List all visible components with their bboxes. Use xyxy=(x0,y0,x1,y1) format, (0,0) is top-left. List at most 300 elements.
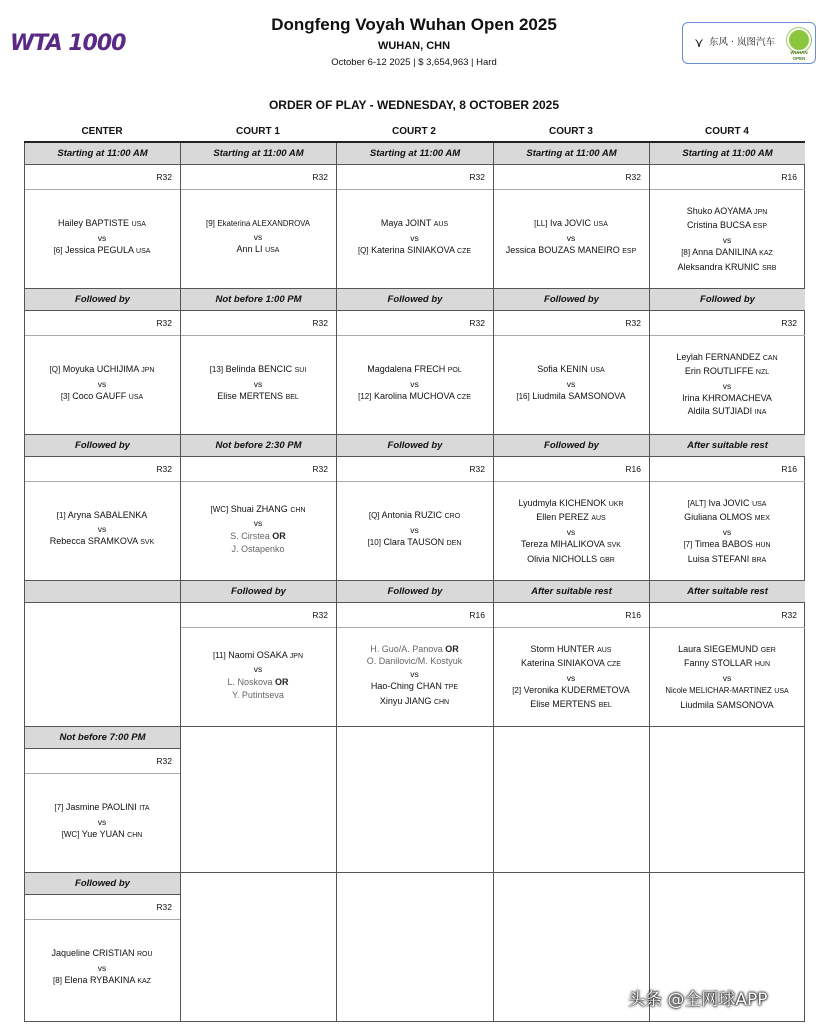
slot-header: Starting at 11:00 AM xyxy=(181,143,336,165)
seed-label: [13] xyxy=(209,365,224,375)
versus-label xyxy=(336,524,493,537)
nationality-code: ROU xyxy=(137,951,153,959)
slot-header: Starting at 11:00 AM xyxy=(650,143,805,165)
player-name: Elise MERTENS xyxy=(217,391,284,402)
vs-text: vs xyxy=(722,526,732,537)
nationality-code: CHN xyxy=(127,832,143,840)
player-name: Shuko AOYAMA xyxy=(686,205,752,216)
seed-label: [11] xyxy=(212,650,226,660)
player-line xyxy=(649,365,805,380)
tennis-ball-icon xyxy=(787,28,811,52)
seed-label: [8] xyxy=(53,976,62,986)
player-name: Irina KHROMACHEVA xyxy=(682,393,772,404)
player-name: Jaqueline CRISTIAN xyxy=(51,948,135,959)
player-name: Shuai ZHANG xyxy=(230,503,288,514)
player-line xyxy=(24,509,180,523)
round-label: R32 xyxy=(312,318,328,328)
player-name: Xinyu JIANG xyxy=(379,695,432,706)
nationality-code: BEL xyxy=(285,394,299,402)
player-name: Ekaterina ALEXANDROVA xyxy=(217,219,310,229)
wta-logo-text: WTA 1000 xyxy=(10,31,126,56)
seed-label: [ALT] xyxy=(687,498,707,508)
nationality-code: USA xyxy=(752,500,767,508)
player-name: Cristina BUCSA xyxy=(686,220,751,231)
nationality-code: GBR xyxy=(599,556,615,564)
seed-label: [1] xyxy=(56,511,66,521)
court-title: CENTER xyxy=(81,126,123,137)
player-line xyxy=(649,538,805,553)
player-name: Karolina MUCHOVA xyxy=(373,391,455,402)
player-name: O. Danilovic/M. Kostyuk xyxy=(366,656,463,667)
player-line xyxy=(180,676,336,689)
slot-header: After suitable rest xyxy=(650,435,805,457)
versus-label xyxy=(180,517,336,530)
nationality-code: SVK xyxy=(140,539,155,547)
nationality-code: BEL xyxy=(598,701,612,709)
nationality-code: GER xyxy=(760,646,776,654)
player-line xyxy=(336,680,493,695)
slot-header: After suitable rest xyxy=(650,581,805,603)
sponsor-logo xyxy=(682,22,816,64)
player-line xyxy=(649,261,805,276)
vs-text: vs xyxy=(566,232,576,243)
nationality-code: NZL xyxy=(755,369,770,377)
player-line xyxy=(180,217,336,231)
player-line xyxy=(493,538,649,553)
player-name: Sofia KENIN xyxy=(537,364,588,375)
slot-header xyxy=(25,581,180,603)
round-label: R32 xyxy=(156,902,172,912)
player-name: Moyuka UCHIJIMA xyxy=(62,364,139,375)
round-separator xyxy=(494,189,649,190)
player-name: Hao-Ching CHAN xyxy=(370,681,442,692)
versus-label xyxy=(649,234,805,247)
player-name: Luisa STEFANI xyxy=(687,553,750,564)
player-line xyxy=(336,655,493,668)
seed-label: [7] xyxy=(54,803,64,813)
match-block xyxy=(493,643,649,713)
versus-label xyxy=(24,523,180,536)
player-name: Giuliana OLMOS xyxy=(684,512,753,523)
player-name: Ellen PEREZ xyxy=(536,512,589,523)
nationality-code: POL xyxy=(447,367,462,375)
player-name: Coco GAUFF xyxy=(72,391,127,402)
nationality-code: MEX xyxy=(754,515,770,523)
seed-label: [9] xyxy=(205,219,215,229)
seed-label: [Q] xyxy=(357,246,369,256)
slot-header: Not before 2:30 PM xyxy=(181,435,336,457)
round-separator xyxy=(25,189,180,190)
versus-label xyxy=(649,526,805,539)
vs-text: vs xyxy=(410,232,419,243)
match-block xyxy=(24,509,180,550)
round-label: R32 xyxy=(156,464,172,474)
player-line xyxy=(493,497,649,512)
vs-text: vs xyxy=(253,231,263,242)
player-line xyxy=(180,649,336,664)
player-line xyxy=(336,643,493,656)
player-line xyxy=(649,246,805,261)
round-separator xyxy=(25,919,180,920)
player-name: Nicole MELICHAR-MARTINEZ xyxy=(665,686,772,696)
nationality-code: CHN xyxy=(433,698,450,706)
match-block xyxy=(649,351,805,420)
versus-label xyxy=(24,962,180,975)
player-name: Belinda BENCIC xyxy=(225,364,293,375)
versus-label xyxy=(493,526,649,539)
player-line xyxy=(180,530,336,543)
match-block xyxy=(180,217,336,258)
round-label: R32 xyxy=(625,318,641,328)
vs-text: vs xyxy=(410,378,419,389)
nationality-code: CRO xyxy=(444,513,461,521)
player-line xyxy=(180,363,336,378)
nationality-code: SVK xyxy=(606,542,621,550)
player-line xyxy=(649,553,805,568)
player-line xyxy=(649,219,805,234)
player-name: Elena RYBAKINA xyxy=(64,975,135,986)
vs-text: vs xyxy=(566,526,576,537)
round-separator xyxy=(181,189,336,190)
player-name: Anna DANILINA xyxy=(692,247,757,258)
nationality-code: CAN xyxy=(762,354,778,362)
sponsor-name: 东风 · 岚图汽车 xyxy=(709,37,776,48)
slot-header: Followed by xyxy=(337,289,493,311)
player-line xyxy=(649,392,805,405)
player-name: Erin ROUTLIFFE xyxy=(684,366,754,377)
round-label: R32 xyxy=(312,172,328,182)
seed-label: [LL] xyxy=(534,219,548,229)
versus-label xyxy=(336,378,493,391)
slot-header: Followed by xyxy=(494,289,649,311)
nationality-code: UKR xyxy=(608,500,624,508)
voyah-icon: ⋎ xyxy=(694,35,704,50)
nationality-code: USA xyxy=(131,221,146,229)
nationality-code: AUS xyxy=(591,515,606,523)
event-city: WUHAN, CHN xyxy=(377,40,451,52)
watermark: 头条 @全网球APP xyxy=(628,990,768,1010)
vs-text: vs xyxy=(410,668,419,679)
slot-header: Followed by xyxy=(337,581,493,603)
player-line xyxy=(649,205,805,220)
nationality-code: JPN xyxy=(141,367,155,375)
nationality-code: ITA xyxy=(139,805,150,813)
player-name: S. Cirstea xyxy=(230,530,270,541)
player-name: Aleksandra KRUNIC xyxy=(677,261,760,272)
player-name: Jessica BOUZAS MANEIRO xyxy=(505,245,620,256)
round-label: R32 xyxy=(469,318,485,328)
seed-label: [2] xyxy=(512,686,522,696)
player-name: Ann LI xyxy=(236,244,263,255)
nationality-code: CZE xyxy=(457,248,472,256)
order-of-play-title: ORDER OF PLAY - WEDNESDAY, 8 OCTOBER 2025 xyxy=(268,98,560,112)
schedule-grid xyxy=(24,141,805,1023)
nationality-code: HUN xyxy=(755,542,771,550)
round-separator xyxy=(337,627,493,628)
round-separator xyxy=(181,627,336,628)
round-separator xyxy=(181,481,336,482)
player-line xyxy=(24,244,180,259)
vs-text: vs xyxy=(97,232,107,243)
player-line xyxy=(493,511,649,526)
player-line xyxy=(649,657,805,672)
slot-header: Followed by xyxy=(25,289,180,311)
nationality-code: CZE xyxy=(456,394,471,402)
vs-text: vs xyxy=(97,523,107,534)
seed-label: [7] xyxy=(683,540,693,550)
round-label: R16 xyxy=(625,610,641,620)
or-label: OR xyxy=(445,643,459,654)
event-info: October 6-12 2025 | $ 3,654,963 | Hard xyxy=(331,57,497,68)
match-block xyxy=(649,643,805,712)
match-block xyxy=(336,509,493,551)
nationality-code: CZE xyxy=(606,661,621,669)
player-name: Aldila SUTJIADI xyxy=(687,405,753,416)
vs-text: vs xyxy=(253,518,263,529)
player-line xyxy=(24,390,180,405)
player-name: Aryna SABALENKA xyxy=(67,510,148,521)
round-label: R32 xyxy=(312,464,328,474)
round-label: R16 xyxy=(469,610,485,620)
nationality-code: HUN xyxy=(754,661,771,669)
player-name: Katerina SINIAKOVA xyxy=(371,245,455,256)
seed-label: [WC] xyxy=(210,504,229,514)
round-label: R32 xyxy=(156,756,172,766)
player-name: Olivia NICHOLLS xyxy=(527,553,598,564)
seed-label: [10] xyxy=(367,538,381,548)
versus-label xyxy=(24,816,180,829)
match-block xyxy=(493,363,649,404)
seed-label: [8] xyxy=(681,248,691,258)
player-line xyxy=(649,351,805,366)
versus-label xyxy=(493,232,649,245)
player-line xyxy=(649,643,805,658)
player-line xyxy=(336,509,493,524)
nationality-code: JPN xyxy=(754,208,768,216)
match-block xyxy=(493,217,649,259)
vs-text: vs xyxy=(97,816,107,827)
player-line xyxy=(180,243,336,258)
round-label: R16 xyxy=(625,464,641,474)
sponsor-sub: WUHAN OPEN xyxy=(790,50,808,61)
slot-header: Starting at 11:00 AM xyxy=(25,143,180,165)
nationality-code: INA xyxy=(754,408,767,416)
player-line xyxy=(493,363,649,378)
round-separator xyxy=(25,773,180,774)
player-name: Iva JOVIC xyxy=(708,497,750,508)
player-line xyxy=(336,363,493,378)
player-line xyxy=(649,497,805,512)
player-name: Tereza MIHALIKOVA xyxy=(521,539,605,550)
player-line xyxy=(649,405,805,420)
nationality-code: USA xyxy=(774,688,789,696)
player-line xyxy=(493,643,649,658)
vs-text: vs xyxy=(410,524,419,535)
vs-text: vs xyxy=(253,378,263,389)
player-line xyxy=(493,244,649,259)
nationality-code: AUS xyxy=(433,221,449,229)
round-separator xyxy=(494,335,649,336)
round-label: R32 xyxy=(469,172,485,182)
match-block xyxy=(493,497,649,568)
match-block xyxy=(649,205,805,276)
round-separator xyxy=(337,335,493,336)
court-title: COURT 3 xyxy=(549,126,593,137)
nationality-code: DEN xyxy=(446,540,462,548)
player-line xyxy=(493,553,649,568)
player-name: Fanny STOLLAR xyxy=(683,658,753,669)
slot-header: Followed by xyxy=(25,435,180,457)
nationality-code: AUS xyxy=(597,646,612,654)
player-name: Magdalena FRECH xyxy=(367,364,446,375)
match-block xyxy=(336,363,493,405)
court-title: COURT 1 xyxy=(236,126,280,137)
player-line xyxy=(24,974,180,989)
versus-label xyxy=(24,232,180,245)
versus-label xyxy=(649,672,805,685)
versus-label xyxy=(649,380,805,393)
slot-header: After suitable rest xyxy=(494,581,649,603)
vs-text: vs xyxy=(566,672,576,683)
nationality-code: USA xyxy=(593,221,608,229)
player-line xyxy=(336,217,493,232)
player-line xyxy=(180,390,336,405)
nationality-code: USA xyxy=(265,247,280,255)
round-label: R32 xyxy=(781,318,797,328)
slot-header: Followed by xyxy=(650,289,805,311)
nationality-code: JPN xyxy=(289,652,304,660)
vs-text: vs xyxy=(722,672,732,683)
seed-label: [16] xyxy=(516,392,530,402)
court-title: COURT 2 xyxy=(392,126,436,137)
player-name: Hailey BAPTISTE xyxy=(58,218,130,229)
player-line xyxy=(24,363,180,378)
player-line xyxy=(24,801,180,816)
versus-label xyxy=(180,378,336,391)
player-name: Y. Putintseva xyxy=(232,689,284,700)
match-block xyxy=(24,947,180,989)
nationality-code: BRA xyxy=(751,556,767,564)
nationality-code: USA xyxy=(590,367,605,375)
match-block xyxy=(24,363,180,405)
player-line xyxy=(493,390,649,404)
player-line xyxy=(493,698,649,713)
player-name: Yue YUAN xyxy=(81,829,125,840)
player-line xyxy=(24,947,180,962)
player-name: L. Noskova xyxy=(227,676,273,687)
player-name: H. Guo/A. Panova xyxy=(370,643,443,654)
round-separator xyxy=(181,335,336,336)
seed-label: [Q] xyxy=(368,511,380,521)
round-separator xyxy=(650,189,805,190)
nationality-code: USA xyxy=(128,394,144,402)
slot-header: Not before 7:00 PM xyxy=(25,727,180,749)
player-name: Jasmine PAOLINI xyxy=(65,802,137,813)
row-divider xyxy=(24,1021,805,1022)
match-block xyxy=(336,217,493,259)
player-name: Timea BABOS xyxy=(694,539,753,550)
nationality-code: SUI xyxy=(294,367,307,375)
round-label: R32 xyxy=(625,172,641,182)
round-separator xyxy=(25,335,180,336)
player-name: Liudmila SAMSONOVA xyxy=(532,391,626,402)
player-line xyxy=(336,536,493,551)
slot-header: Not before 1:00 PM xyxy=(181,289,336,311)
player-line xyxy=(336,695,493,710)
nationality-code: SRB xyxy=(762,264,777,272)
match-block xyxy=(180,503,336,555)
round-label: R16 xyxy=(781,464,797,474)
player-line xyxy=(493,657,649,672)
seed-label: [6] xyxy=(53,246,63,256)
slot-header: Starting at 11:00 AM xyxy=(494,143,649,165)
nationality-code: ESP xyxy=(622,248,637,256)
match-block xyxy=(180,649,336,701)
round-label: R16 xyxy=(781,172,797,182)
player-line xyxy=(336,390,493,405)
vs-text: vs xyxy=(722,380,732,391)
nationality-code: ESP xyxy=(753,223,768,231)
player-name: Katerina SINIAKOVA xyxy=(521,658,605,669)
seed-label: [Q] xyxy=(49,365,61,375)
nationality-code: KAZ xyxy=(137,978,151,986)
round-separator xyxy=(25,481,180,482)
player-name: Jessica PEGULA xyxy=(64,245,134,256)
versus-label xyxy=(493,378,649,391)
versus-label xyxy=(493,672,649,685)
player-name: Elise MERTENS xyxy=(530,698,597,709)
nationality-code: CHN xyxy=(290,506,306,514)
versus-label xyxy=(24,378,180,391)
slot-header: Starting at 11:00 AM xyxy=(337,143,493,165)
round-separator xyxy=(337,481,493,482)
player-name: Leylah FERNANDEZ xyxy=(676,351,761,362)
court-title: COURT 4 xyxy=(705,126,749,137)
round-separator xyxy=(494,481,649,482)
player-name: Liudmila SAMSONOVA xyxy=(680,699,774,710)
nationality-code: TPE xyxy=(444,684,459,692)
slot-header: Followed by xyxy=(337,435,493,457)
round-label: R32 xyxy=(156,318,172,328)
player-name: Rebecca SRAMKOVA xyxy=(49,536,138,547)
round-separator xyxy=(650,481,805,482)
versus-label xyxy=(180,663,336,676)
seed-label: [12] xyxy=(358,392,372,402)
player-line xyxy=(180,503,336,518)
round-separator xyxy=(337,189,493,190)
slot-header: Followed by xyxy=(25,873,180,895)
player-name: Clara TAUSON xyxy=(383,537,445,548)
player-line xyxy=(649,699,805,712)
player-name: J. Ostapenko xyxy=(231,543,285,554)
match-block xyxy=(24,217,180,259)
round-separator xyxy=(650,627,805,628)
or-label: OR xyxy=(272,530,286,541)
round-label: R32 xyxy=(156,172,172,182)
player-name: Maya JOINT xyxy=(380,218,432,229)
nationality-code: USA xyxy=(136,248,151,256)
round-label: R32 xyxy=(312,610,328,620)
match-block xyxy=(24,801,180,843)
nationality-code: KAZ xyxy=(759,250,773,258)
player-line xyxy=(24,535,180,550)
match-block xyxy=(649,497,805,568)
or-label: OR xyxy=(275,676,289,687)
player-line xyxy=(24,217,180,232)
slot-header: Followed by xyxy=(494,435,649,457)
vs-text: vs xyxy=(97,378,107,389)
round-label: R32 xyxy=(469,464,485,474)
